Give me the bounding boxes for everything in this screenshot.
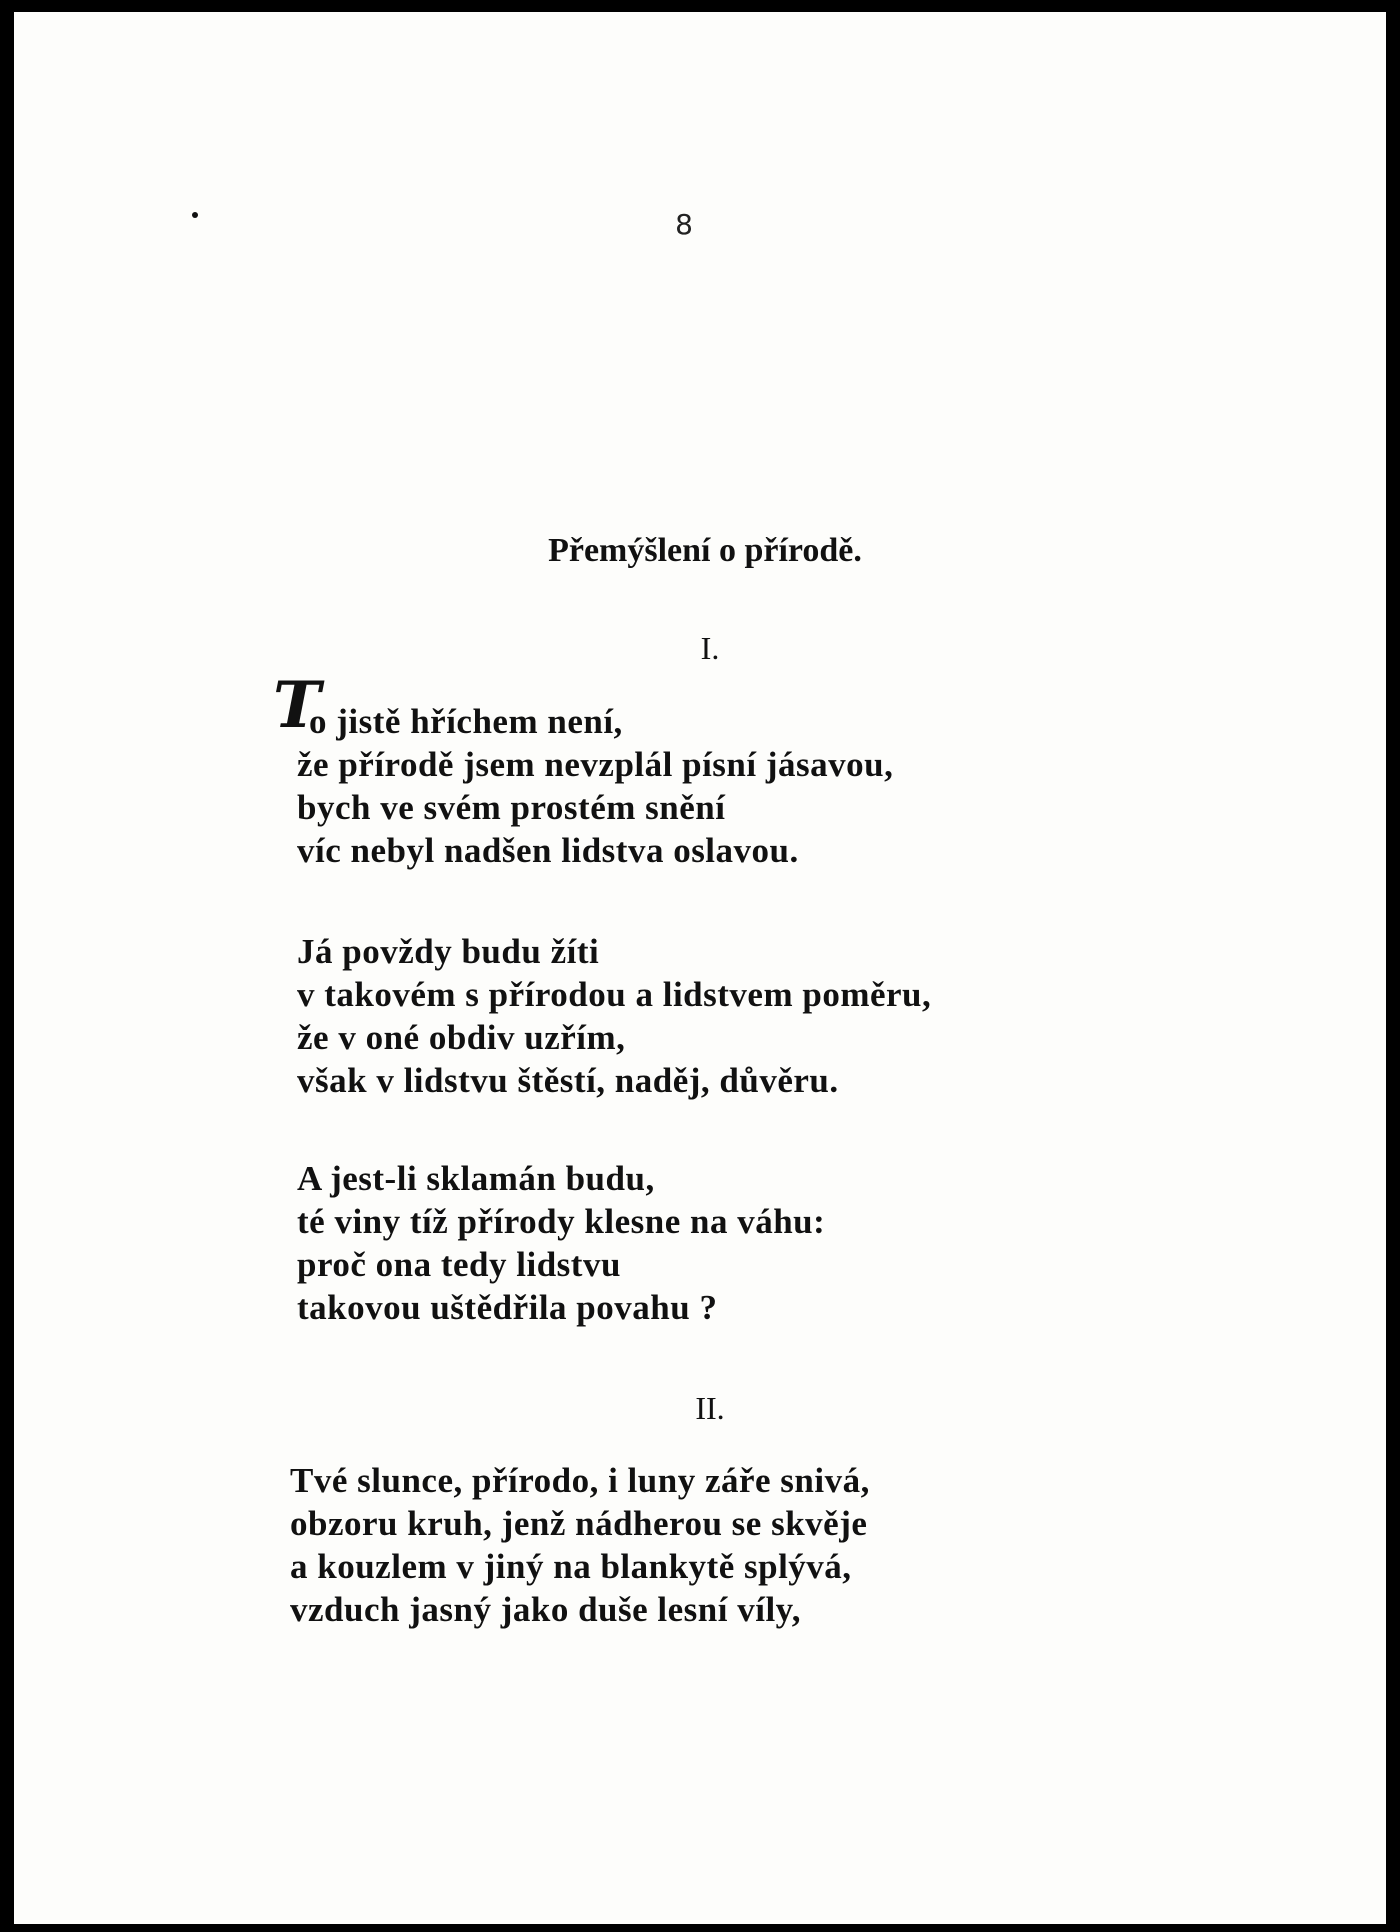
decorative-initial: T	[273, 668, 322, 743]
poem-line: Já povždy budu žíti	[297, 932, 600, 971]
poem-line: však v lidstvu štěstí, naděj, důvěru.	[297, 1061, 839, 1100]
poem-line: o jistě hříchem není,	[309, 702, 623, 741]
stanza-3	[297, 1157, 825, 1329]
poem-line: proč ona tedy lidstvu	[297, 1245, 621, 1284]
poem-line: že v oné obdiv uzřím,	[297, 1018, 626, 1057]
book-page	[14, 12, 1386, 1924]
stanza-1	[273, 668, 894, 872]
stanza-4	[290, 1459, 870, 1631]
poem-line: vzduch jasný jako duše lesní víly,	[290, 1590, 801, 1629]
poem-line: a kouzlem v jiný na blankytě splývá,	[290, 1547, 852, 1586]
poem-line: obzoru kruh, jenž nádherou se skvěje	[290, 1504, 868, 1543]
page-number: 8	[675, 208, 693, 241]
section-numeral-2: II.	[695, 1390, 725, 1426]
poem-line: Tvé slunce, přírodo, i luny záře snivá,	[290, 1461, 870, 1500]
poem-title: Přemýšlení o přírodě.	[548, 532, 862, 569]
poem-line: že přírodě jsem nevzplál písní jásavou,	[297, 745, 894, 784]
poem-line: víc nebyl nadšen lidstva oslavou.	[297, 831, 799, 870]
poem-line: bych ve svém prostém snění	[297, 788, 726, 827]
ink-speck	[192, 212, 198, 218]
poem-line: takovou uštědřila povahu ?	[297, 1288, 718, 1327]
poem-line: v takovém s přírodou a lidstvem poměru,	[297, 975, 932, 1014]
poem-line: té viny tíž přírody klesne na váhu:	[297, 1202, 826, 1241]
section-numeral-1: I.	[700, 630, 720, 666]
poem-line: A jest-li sklamán budu,	[297, 1159, 655, 1198]
stanza-2	[297, 930, 931, 1102]
